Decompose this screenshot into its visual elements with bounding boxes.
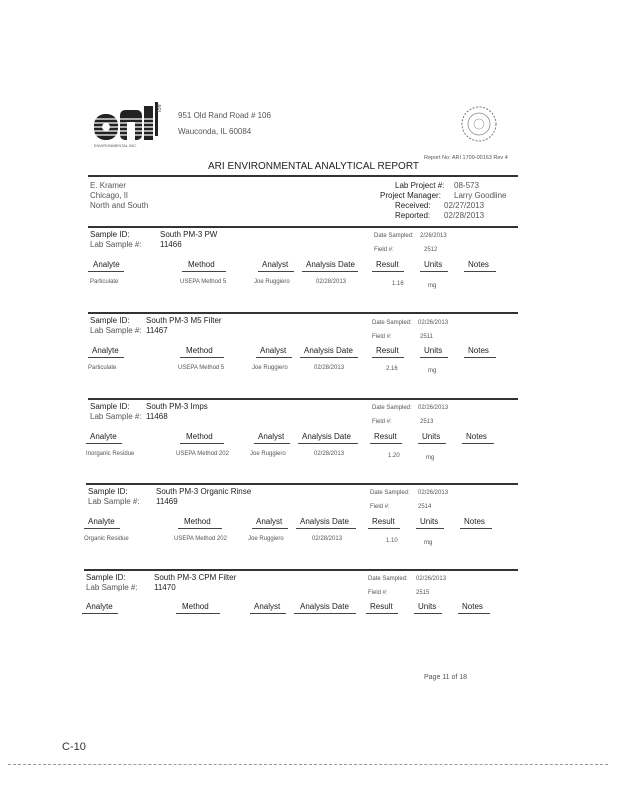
reported-label: Reported: [395,211,431,220]
date-sampled-value: 02/26/2013 [418,320,449,326]
logo-letters: ARI [155,104,161,113]
col-result: Result [376,346,399,355]
analyst-value: Joe Ruggiero [254,279,290,285]
field-label: Field #: [370,504,390,510]
col-notes: Notes [468,346,489,355]
date-sampled-label: Date Sampled: [374,233,414,239]
method-value: USEPA Method 202 [174,536,227,542]
client-project: North and South [90,201,149,210]
date-sampled-label: Date Sampled: [372,320,412,326]
col-analysis-date: Analysis Date [306,260,355,269]
project-manager-label: Project Manager: [380,191,441,200]
lab-sample-label: Lab Sample #: [88,497,140,506]
project-manager-value: Larry Goodline [454,191,507,200]
col-notes: Notes [468,260,489,269]
sample-id-value: South PM-3 Imps [146,402,208,411]
lab-sample-label: Lab Sample #: [90,240,142,249]
page-number: Page 11 of 18 [424,674,468,681]
units-value: mg [428,283,437,289]
col-units: Units [422,432,441,441]
field-value: 2512 [424,247,438,253]
client-city: Chicago, Il [90,191,128,200]
sample-2-divider [88,312,518,314]
col-units: Units [424,346,443,355]
sample-id-label: Sample ID: [90,316,130,325]
sample-id-value: South PM-3 Organic Rinse [156,487,252,496]
company-logo [94,102,172,144]
analysis-date-value: 02/28/2013 [314,365,345,371]
analysis-date-value: 02/28/2013 [316,279,347,285]
col-analyte: Analyte [92,346,119,355]
sample-id-value: South PM-3 M5 Filter [146,316,222,325]
col-method: Method [186,346,213,355]
field-value: 2515 [416,590,430,596]
analyte-value: Organic Residue [84,536,129,542]
lab-project-label: Lab Project #: [395,181,445,190]
field-label: Field #: [374,247,394,253]
sample-1-divider [88,226,518,228]
field-label: Field #: [368,590,388,596]
date-sampled-value: 02/26/2013 [418,490,449,496]
field-value: 2514 [418,504,432,510]
analyte-value: Particulate [88,365,117,371]
col-analysis-date: Analysis Date [300,602,349,611]
col-method: Method [182,602,209,611]
col-analyte: Analyte [93,260,120,269]
address-line-2: Wauconda, IL 60084 [178,127,252,136]
result-value: 1.16 [392,281,404,287]
reported-value: 02/28/2013 [444,211,485,220]
col-analyst: Analyst [256,517,283,526]
field-label: Field #: [372,419,392,425]
report-title: ARI ENVIRONMENTAL ANALYTICAL REPORT [208,161,419,172]
analyte-value: Inorganic Residue [86,451,135,457]
lab-project-value: 08-573 [454,181,479,190]
sample-5-divider [84,569,518,571]
analyte-value: Particulate [90,279,119,285]
sample-4-divider [86,483,518,485]
lab-sample-value: 11470 [154,583,176,592]
method-value: USEPA Method 5 [180,279,227,285]
analyst-value: Joe Ruggiero [250,451,286,457]
lab-sample-label: Lab Sample #: [86,583,138,592]
col-notes: Notes [462,602,483,611]
client-name: E. Kramer [90,181,127,190]
col-analyte: Analyte [88,517,115,526]
lab-sample-value: 11468 [146,412,168,421]
units-value: mg [426,455,435,461]
sample-3-divider [88,398,518,400]
sample-id-label: Sample ID: [90,402,130,411]
result-value: 1.20 [388,453,400,459]
col-analyst: Analyst [262,260,289,269]
lab-sample-value: 11467 [146,326,168,335]
lab-sample-value: 11466 [160,240,182,249]
date-sampled-value: 02/26/2013 [418,405,449,411]
col-analysis-date: Analysis Date [300,517,349,526]
field-value: 2513 [420,419,434,425]
date-sampled-value: 2/26/2013 [420,233,447,239]
col-result: Result [372,517,395,526]
address-line-1: 951 Old Rand Road # 106 [178,111,271,120]
method-value: USEPA Method 5 [178,365,225,371]
col-method: Method [184,517,211,526]
sample-id-label: Sample ID: [86,573,126,582]
col-units: Units [420,517,439,526]
sample-id-label: Sample ID: [88,487,128,496]
analyst-value: Joe Ruggiero [252,365,288,371]
col-method: Method [186,432,213,441]
col-analyst: Analyst [260,346,287,355]
result-value: 1.10 [386,538,398,544]
units-value: mg [428,368,437,374]
col-analyst: Analyst [258,432,285,441]
col-analysis-date: Analysis Date [304,346,353,355]
sample-id-label: Sample ID: [90,230,130,239]
scan-edge-line [8,764,608,765]
result-value: 2.16 [386,366,398,372]
lab-sample-label: Lab Sample #: [90,412,142,421]
col-result: Result [370,602,393,611]
col-units: Units [424,260,443,269]
field-label: Field #: [372,334,392,340]
lab-sample-label: Lab Sample #: [90,326,142,335]
logo-tagline: ENVIRONMENTAL INC. [94,143,138,148]
col-analyte: Analyte [86,602,113,611]
date-sampled-label: Date Sampled: [372,405,412,411]
col-units: Units [418,602,437,611]
col-analyst: Analyst [254,602,281,611]
received-value: 02/27/2013 [444,201,485,210]
method-value: USEPA Method 202 [176,451,229,457]
sample-id-value: South PM-3 PW [160,230,218,239]
analyst-value: Joe Ruggiero [248,536,284,542]
analysis-date-value: 02/28/2013 [314,451,345,457]
title-divider [88,175,518,177]
date-sampled-label: Date Sampled: [370,490,410,496]
col-analyte: Analyte [90,432,117,441]
field-value: 2511 [420,334,433,340]
report-number: Report No: ARI 1709-00163 Rev 4 [424,155,508,161]
col-method: Method [188,260,215,269]
col-analysis-date: Analysis Date [302,432,351,441]
lab-sample-value: 11469 [156,497,178,506]
date-sampled-label: Date Sampled: [368,576,408,582]
col-result: Result [374,432,397,441]
date-sampled-value: 02/26/2013 [416,576,447,582]
units-value: mg [424,540,433,546]
analysis-date-value: 02/28/2013 [312,536,343,542]
col-notes: Notes [466,432,487,441]
page-code: C-10 [62,741,86,753]
certification-seal [459,104,499,144]
received-label: Received: [395,201,431,210]
sample-id-value: South PM-3 CPM Filter [154,573,237,582]
col-notes: Notes [464,517,485,526]
col-result: Result [376,260,399,269]
